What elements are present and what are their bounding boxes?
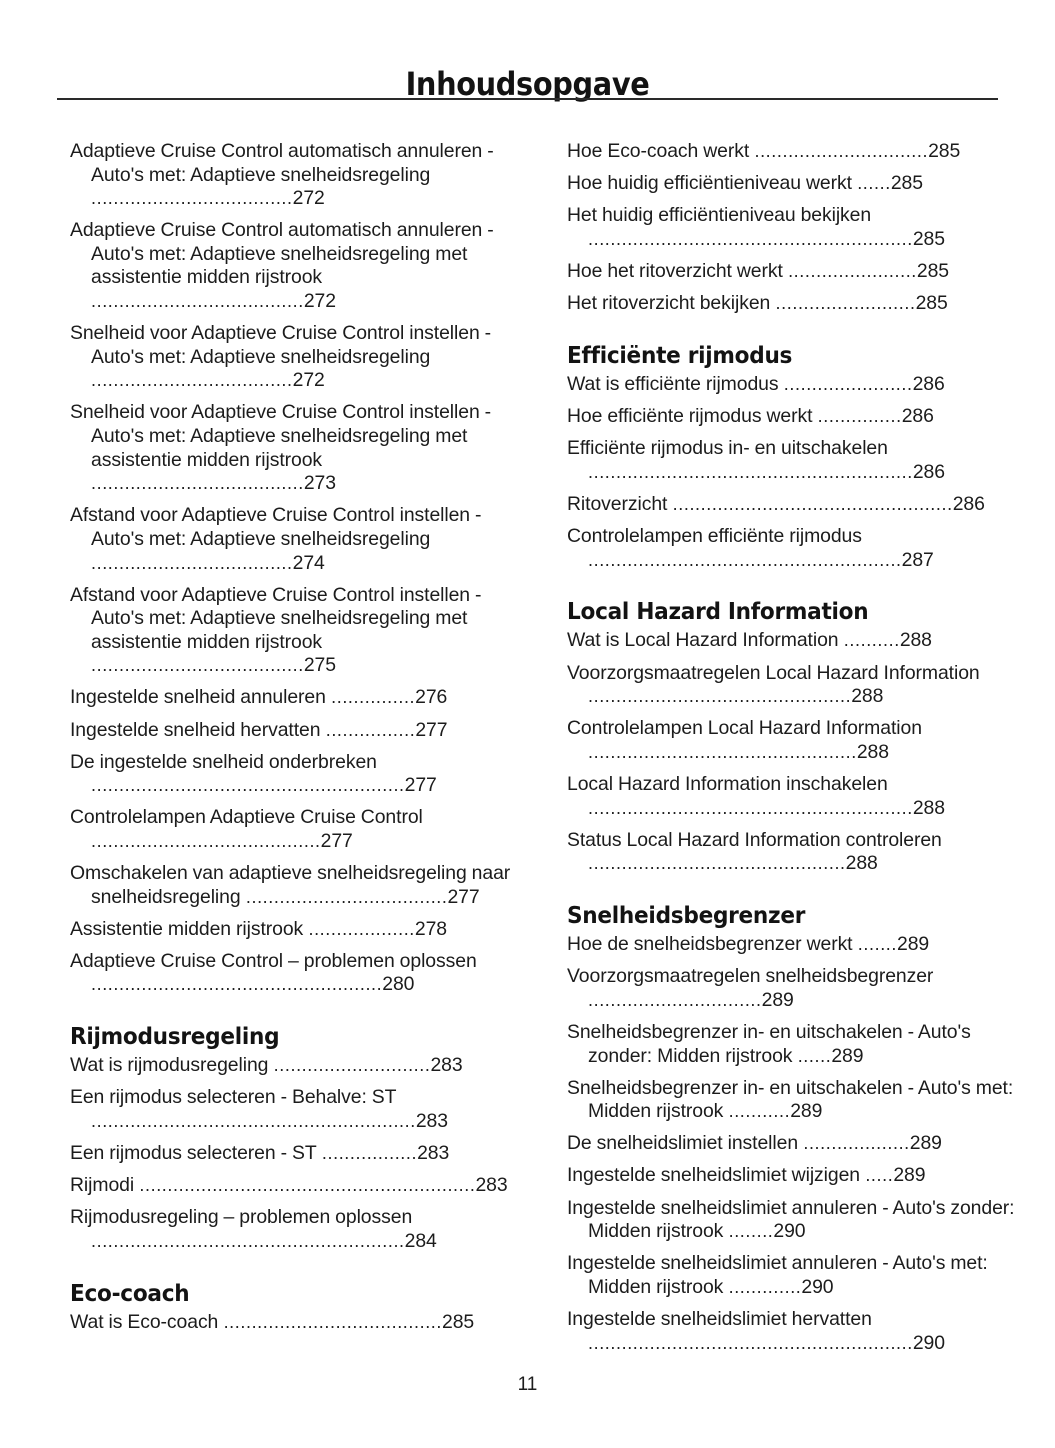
toc-page-number: 286 bbox=[901, 405, 934, 428]
toc-page-number: 280 bbox=[382, 973, 415, 996]
toc-page-number: 290 bbox=[773, 1220, 806, 1243]
toc-entry-title: Omschakelen van adaptieve snelheidsregeling naar snelheidsregeling bbox=[70, 862, 511, 908]
toc-page-number: 283 bbox=[417, 1142, 450, 1165]
toc-leader-dots: ............................................................ bbox=[134, 1175, 476, 1196]
toc-entry-title: Wat is Local Hazard Information bbox=[567, 629, 839, 652]
toc-page-number: 290 bbox=[801, 1275, 834, 1298]
toc-entry[interactable] bbox=[567, 717, 1019, 764]
toc-entry[interactable] bbox=[567, 773, 1019, 820]
toc-entry[interactable] bbox=[567, 525, 1019, 572]
toc-page-number: 275 bbox=[303, 654, 336, 677]
toc-entry[interactable] bbox=[70, 862, 522, 909]
section-heading: Local Hazard Information bbox=[567, 597, 869, 626]
toc-page-number: 288 bbox=[856, 740, 889, 763]
toc-page-number: 285 bbox=[890, 172, 923, 195]
toc-leader-dots: ....................... bbox=[782, 260, 917, 281]
toc-entry[interactable] bbox=[70, 806, 522, 853]
toc-page-number: 285 bbox=[928, 140, 961, 162]
toc-entry[interactable] bbox=[567, 662, 1019, 709]
toc-entry-title: De snelheidslimiet instellen bbox=[567, 1132, 799, 1155]
toc-entry-title: Rijmodi bbox=[70, 1174, 135, 1197]
toc-leader-dots: ...................................... bbox=[91, 655, 304, 676]
toc-leader-dots: ...................................... bbox=[91, 291, 304, 312]
toc-entry-title: Hoe de snelheidsbegrenzer werkt bbox=[567, 933, 853, 956]
toc-leader-dots: ....... bbox=[852, 934, 898, 955]
toc-entry-title: Een rijmodus selecteren - Behalve: ST bbox=[70, 1086, 397, 1109]
toc-page-number: 283 bbox=[430, 1054, 463, 1077]
toc-entry-title: Hoe efficiënte rijmodus werkt bbox=[567, 405, 813, 428]
toc-page-number: 286 bbox=[912, 460, 945, 483]
toc-leader-dots: .......................................................... bbox=[588, 1332, 913, 1353]
toc-entry-title: Voorzorgsmaatregelen snelheidsbegrenzer bbox=[567, 965, 934, 988]
toc-entry[interactable] bbox=[70, 950, 522, 997]
toc-entry[interactable] bbox=[70, 918, 522, 942]
toc-leader-dots: ....................... bbox=[778, 373, 913, 394]
toc-leader-dots: ................... bbox=[303, 918, 415, 939]
title-divider bbox=[57, 98, 998, 100]
toc-entry[interactable] bbox=[567, 1077, 1019, 1124]
toc-leader-dots: ......................... bbox=[770, 292, 916, 313]
toc-page-number: 277 bbox=[320, 829, 353, 852]
toc-entry[interactable] bbox=[567, 933, 1019, 957]
toc-leader-dots: ............................ bbox=[268, 1055, 431, 1076]
toc-entry[interactable] bbox=[70, 686, 522, 710]
toc-entry[interactable] bbox=[567, 204, 1019, 251]
toc-page-number: 277 bbox=[404, 774, 437, 797]
toc-entry[interactable] bbox=[567, 1021, 1019, 1068]
toc-leader-dots: ............... bbox=[325, 687, 416, 708]
toc-entry[interactable] bbox=[567, 965, 1019, 1012]
toc-entry[interactable] bbox=[70, 1206, 522, 1253]
toc-entry-title: Rijmodusregeling – problemen oplossen bbox=[70, 1206, 413, 1229]
toc-leader-dots: .......................................................... bbox=[91, 1111, 416, 1132]
toc-entry-title: Snelheidsbegrenzer in- en uitschakelen - Auto's met: Midden rijstrook bbox=[567, 1076, 1014, 1123]
section-heading: Efficiënte rijmodus bbox=[567, 340, 793, 369]
toc-page-number: 289 bbox=[761, 988, 794, 1011]
toc-entry-title: Afstand voor Adaptieve Cruise Control instellen - Auto's met: Adaptieve snelheidsregeling bbox=[70, 504, 482, 550]
toc-entry-title: Het ritoverzicht bekijken bbox=[567, 291, 771, 314]
toc-entry[interactable] bbox=[567, 1132, 1019, 1156]
toc-leader-dots: ........ bbox=[723, 1221, 774, 1242]
toc-entry-title: Controlelampen efficiënte rijmodus bbox=[567, 524, 862, 547]
toc-entry-title: Ingestelde snelheid annuleren bbox=[70, 686, 326, 709]
toc-entry-title: Ingestelde snelheidslimiet wijzigen bbox=[567, 1164, 861, 1187]
toc-column-left bbox=[70, 140, 522, 1364]
section-heading: Rijmodusregeling bbox=[70, 1022, 280, 1050]
toc-entry-title: Controlelampen Adaptieve Cruise Control bbox=[70, 806, 423, 829]
toc-entry[interactable] bbox=[567, 172, 1019, 196]
toc-page-number: 272 bbox=[292, 187, 325, 210]
toc-page-number: 289 bbox=[790, 1100, 823, 1123]
toc-entry[interactable] bbox=[567, 140, 1019, 164]
toc-entry-title: Wat is efficiënte rijmodus bbox=[567, 372, 779, 395]
toc-page-number: 288 bbox=[851, 685, 884, 708]
toc-leader-dots: .......... bbox=[838, 630, 900, 651]
toc-page-number: 285 bbox=[442, 1310, 475, 1333]
toc-leader-dots: ..... bbox=[860, 1165, 894, 1186]
toc-entry[interactable] bbox=[567, 629, 1019, 653]
section-heading: Eco-coach bbox=[70, 1278, 190, 1307]
toc-leader-dots: .......................................................... bbox=[588, 461, 913, 482]
toc-entry[interactable] bbox=[70, 1086, 522, 1133]
toc-page-number: 286 bbox=[952, 492, 985, 515]
toc-leader-dots: .................................... bbox=[91, 188, 293, 209]
toc-leader-dots: .................................... bbox=[240, 886, 448, 907]
toc-leader-dots: ........................................................ bbox=[91, 1230, 405, 1251]
toc-entry-title: Controlelampen Local Hazard Information bbox=[567, 717, 922, 740]
toc-page-number: 289 bbox=[831, 1044, 864, 1067]
toc-page-number: 286 bbox=[912, 372, 945, 395]
toc-page-number: 289 bbox=[897, 933, 930, 956]
toc-leader-dots: .................................... bbox=[91, 552, 293, 573]
toc-entry-title: Ingestelde snelheidslimiet annuleren - Auto's zonder: Midden rijstrook bbox=[567, 1196, 1015, 1243]
toc-leader-dots: ................ bbox=[320, 719, 416, 740]
toc-entry-title: Adaptieve Cruise Control automatisch annuleren - Auto's met: Adaptieve snelheidsregeling bbox=[70, 140, 494, 186]
toc-page-number: 278 bbox=[414, 917, 447, 940]
toc-entry-title: Hoe Eco-coach werkt bbox=[567, 140, 750, 162]
toc-page-number: 285 bbox=[912, 227, 945, 250]
toc-entry[interactable] bbox=[567, 1308, 1019, 1355]
toc-entry[interactable] bbox=[567, 829, 1019, 876]
toc-leader-dots: .............................................. bbox=[588, 853, 846, 874]
toc-leader-dots: ............... bbox=[812, 406, 902, 427]
toc-entry-title: Afstand voor Adaptieve Cruise Control instellen - Auto's met: Adaptieve snelheidsregeling met assistentie midden rijstrook bbox=[70, 583, 482, 653]
toc-page-number: 277 bbox=[415, 718, 448, 741]
toc-page-number: 289 bbox=[893, 1164, 926, 1187]
toc-leader-dots: ................... bbox=[798, 1133, 910, 1154]
toc-leader-dots: ...... bbox=[851, 173, 891, 194]
toc-page-number: 283 bbox=[415, 1110, 448, 1133]
toc-leader-dots: .................................... bbox=[91, 370, 293, 391]
toc-entry-title: Ingestelde snelheidslimiet annuleren - Auto's met: Midden rijstrook bbox=[567, 1252, 988, 1298]
section-heading: Snelheidsbegrenzer bbox=[567, 900, 806, 929]
toc-entry[interactable] bbox=[70, 1174, 522, 1198]
toc-entry-title: Wat is rijmodusregeling bbox=[70, 1054, 269, 1077]
toc-entry[interactable] bbox=[567, 1252, 1019, 1299]
toc-page-number: 276 bbox=[415, 686, 448, 709]
toc-entry-title: Adaptieve Cruise Control – problemen oplossen bbox=[70, 949, 477, 972]
toc-entry-title: Snelheid voor Adaptieve Cruise Control instellen - Auto's met: Adaptieve snelheidsregeling met assistentie midden rijstrook bbox=[70, 401, 492, 471]
toc-leader-dots: ......................................... bbox=[91, 830, 321, 851]
toc-entry-title: Ingestelde snelheidslimiet hervatten bbox=[567, 1307, 872, 1330]
toc-entry-title: Assistentie midden rijstrook bbox=[70, 917, 304, 940]
toc-leader-dots: ........................................................ bbox=[91, 775, 405, 796]
toc-page-number: 284 bbox=[404, 1229, 437, 1252]
toc-entry[interactable] bbox=[70, 1311, 522, 1335]
toc-entry-title: Snelheidsbegrenzer in- en uitschakelen - Auto's zonder: Midden rijstrook bbox=[567, 1020, 971, 1067]
toc-entry-title: Een rijmodus selecteren - ST bbox=[70, 1142, 317, 1165]
toc-leader-dots: ...................................... bbox=[91, 473, 304, 494]
toc-entry[interactable] bbox=[70, 719, 522, 743]
toc-entry[interactable] bbox=[567, 1164, 1019, 1188]
toc-leader-dots: ................................................ bbox=[588, 741, 857, 762]
toc-page-number: 272 bbox=[303, 290, 336, 313]
toc-page-number: 288 bbox=[845, 852, 878, 875]
toc-entry[interactable] bbox=[70, 322, 522, 393]
toc-entry-title: De ingestelde snelheid onderbreken bbox=[70, 750, 377, 773]
toc-page-number: 285 bbox=[916, 259, 949, 282]
toc-leader-dots: ............................... bbox=[749, 141, 929, 161]
toc-entry-title: Status Local Hazard Information controleren bbox=[567, 828, 942, 851]
toc-entry[interactable] bbox=[567, 373, 1019, 397]
toc-entry[interactable] bbox=[567, 437, 1019, 484]
toc-page-number: 285 bbox=[915, 291, 948, 314]
toc-entry[interactable] bbox=[70, 401, 522, 495]
toc-leader-dots: .......................................................... bbox=[588, 797, 913, 818]
toc-leader-dots: ................. bbox=[316, 1143, 418, 1164]
toc-entry[interactable] bbox=[567, 260, 1019, 284]
toc-leader-dots: ........... bbox=[723, 1101, 791, 1122]
toc-page-number: 273 bbox=[303, 472, 336, 495]
toc-entry[interactable] bbox=[567, 1197, 1019, 1244]
toc-columns bbox=[0, 140, 1055, 1364]
toc-entry-title: Snelheid voor Adaptieve Cruise Control instellen - Auto's met: Adaptieve snelheidsregeling bbox=[70, 322, 492, 368]
toc-entry[interactable] bbox=[70, 504, 522, 575]
toc-entry[interactable] bbox=[70, 1142, 522, 1166]
toc-leader-dots: ....................................... bbox=[218, 1311, 443, 1332]
toc-entry-title: Adaptieve Cruise Control automatisch annuleren - Auto's met: Adaptieve snelheidsregeling met assistentie midden rijstrook bbox=[70, 219, 494, 289]
toc-leader-dots: ...... bbox=[792, 1045, 832, 1066]
toc-entry-title: Voorzorgsmaatregelen Local Hazard Information bbox=[567, 661, 980, 684]
toc-page-number: 289 bbox=[909, 1132, 942, 1155]
toc-leader-dots: .................................................. bbox=[667, 493, 953, 514]
toc-entry-title: Ingestelde snelheid hervatten bbox=[70, 718, 321, 741]
toc-entry[interactable] bbox=[70, 584, 522, 678]
toc-leader-dots: ............. bbox=[723, 1276, 802, 1297]
toc-entry-title: Wat is Eco-coach bbox=[70, 1310, 219, 1333]
toc-entry[interactable] bbox=[567, 405, 1019, 429]
toc-page-number: 287 bbox=[901, 548, 934, 571]
toc-leader-dots: ........................................................ bbox=[588, 549, 902, 570]
toc-entry[interactable] bbox=[567, 493, 1019, 517]
toc-leader-dots: .................................................... bbox=[91, 974, 383, 995]
page-number: 11 bbox=[517, 1374, 538, 1395]
toc-entry[interactable] bbox=[70, 219, 522, 313]
toc-leader-dots: ............................................... bbox=[588, 686, 852, 707]
toc-entry[interactable] bbox=[70, 1054, 522, 1078]
toc-leader-dots: .......................................................... bbox=[588, 228, 913, 249]
toc-entry-title: Ritoverzicht bbox=[567, 492, 668, 515]
toc-page-number: 288 bbox=[899, 629, 932, 652]
toc-page-number: 283 bbox=[475, 1174, 508, 1197]
toc-entry[interactable] bbox=[70, 751, 522, 798]
toc-entry-title: Het huidig efficiëntieniveau bekijken bbox=[567, 204, 872, 227]
toc-entry[interactable] bbox=[567, 292, 1019, 316]
toc-entry-title: Efficiënte rijmodus in- en uitschakelen bbox=[567, 437, 888, 460]
page-title: Inhoudsopgave bbox=[405, 65, 650, 104]
toc-entry-title: Local Hazard Information inschakelen bbox=[567, 772, 888, 795]
toc-page-number: 290 bbox=[912, 1331, 945, 1354]
toc-page-number: 288 bbox=[912, 796, 945, 819]
toc-entry[interactable] bbox=[70, 140, 522, 211]
toc-entry-title: Hoe het ritoverzicht werkt bbox=[567, 259, 783, 282]
toc-leader-dots: ............................... bbox=[588, 989, 762, 1010]
toc-page-number: 277 bbox=[447, 885, 480, 908]
toc-column-right bbox=[567, 140, 1019, 1364]
toc-page-number: 274 bbox=[292, 551, 325, 574]
toc-page-number: 272 bbox=[292, 369, 325, 392]
toc-entry-title: Hoe huidig efficiëntieniveau werkt bbox=[567, 172, 852, 195]
